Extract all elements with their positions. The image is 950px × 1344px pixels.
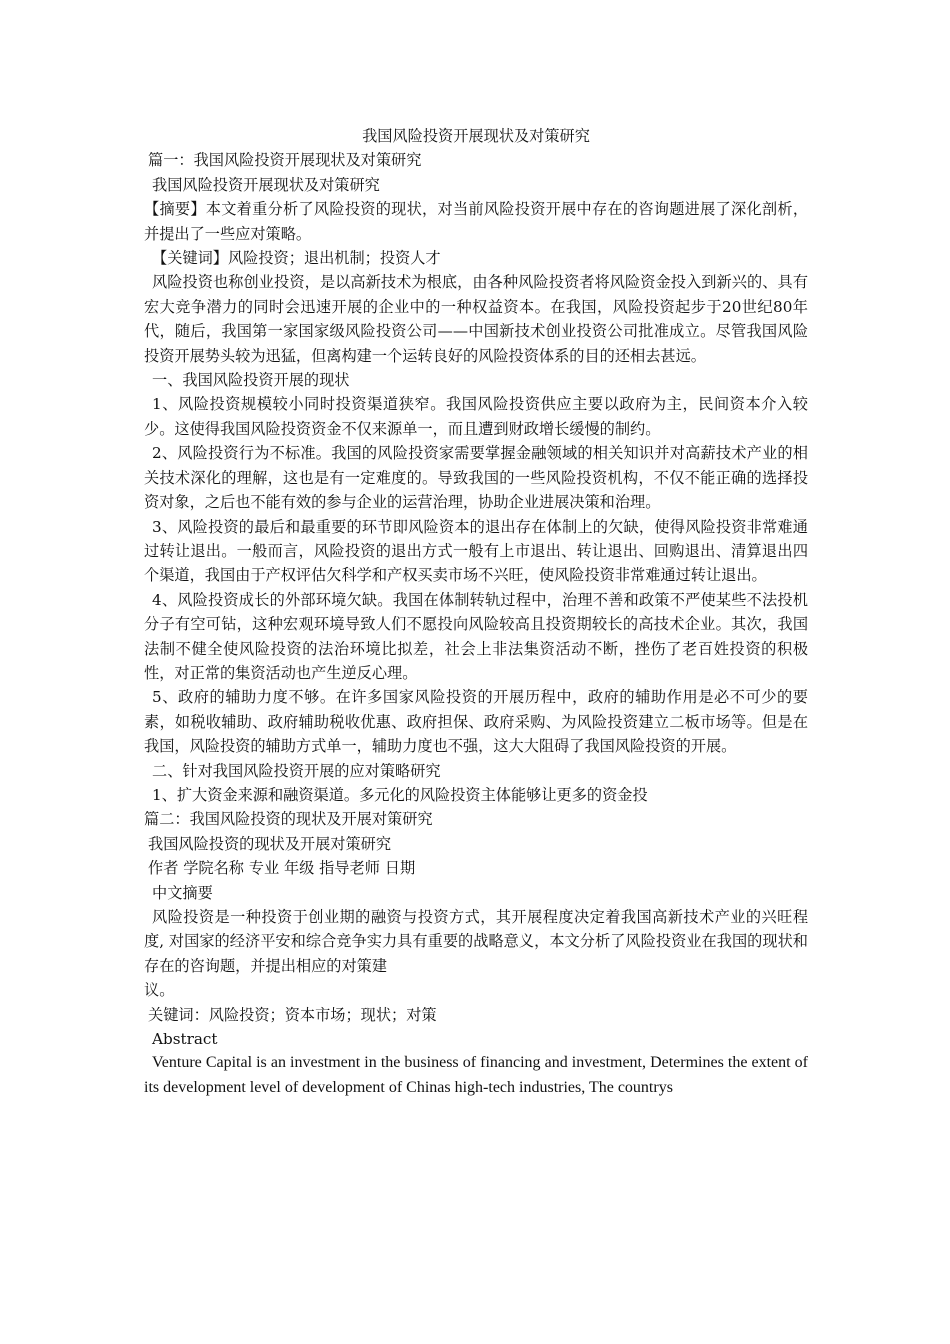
section-heading-part-two: 篇二：我国风险投资的现状及开展对策研究 [144, 810, 433, 829]
status-point-2: 2、风险投资行为不标准。我国的风险投资家需要掌握金融领域的相关知识并对高薪技术产业的相关技术深化的理解，这也是有一定难度的。导致我国的一些风险投资机构，不仅不能正确的选择投资对象，之后也不能有效的参与企业的运营治理，协助企业进展决策和治理。 [144, 444, 808, 512]
status-point-1: 1、风险投资规模较小同时投资渠道狭窄。我国风险投资供应主要以政府为主，民间资本介入较少。这使得我国风险投资资金不仅来源单一，而且遭到财政增长缓慢的制约。 [144, 395, 808, 438]
section-heading-part-one: 篇一：我国风险投资开展现状及对策研究 [148, 151, 422, 170]
abstract-heading-english: Abstract [152, 1030, 218, 1049]
chinese-keywords: 关键词：风险投资；资本市场；现状；对策 [148, 1005, 437, 1024]
strategy-point-1: 1、扩大资金来源和融资渠道。多元化的风险投资主体能够让更多的资金投 [152, 785, 648, 804]
chinese-abstract-paragraph: 风险投资是一种投资于创业期的融资与投资方式，其开展程度决定着我国高新技术产业的兴旺程度, 对国家的经济平安和综合竞争实力具有重要的战略意义，本文分析了风险投资业在我国的现状和存在的咨询题，并提出相应的对策建 [144, 908, 808, 975]
status-point-3: 3、风险投资的最后和最重要的环节即风险资本的退出存在体制上的欠缺，使得风险投资非常难通过转让退出。一般而言，风险投资的退出方式一般有上市退出、转让退出、回购退出、清算退出四个渠道，我国由于产权评估欠科学和产权买卖市场不兴旺，使风险投资非常难通过转让退出。 [144, 517, 808, 585]
chinese-abstract-ending: 议。 [144, 981, 175, 1000]
status-point-5: 5、政府的辅助力度不够。在许多国家风险投资的开展历程中，政府的辅助作用是必不可少的要素，如税收辅助、政府辅助税收优惠、政府担保、政府采购、为风险投资建立二板市场等。但是在我国，风险投资的辅助方式单一，辅助力度也不强，这大大阻碍了我国风险投资的开展。 [144, 688, 808, 756]
section-heading-status: 一、我国风险投资开展的现状 [152, 371, 350, 390]
abstract-paragraph: 【摘要】本文着重分析了风险投资的现状，对当前风险投资开展中存在的咨询题进展了深化剖析，并提出了一些应对策略。 [144, 200, 808, 243]
document-title: 我国风险投资开展现状及对策研究 [362, 127, 590, 145]
section-heading-strategy: 二、针对我国风险投资开展的应对策略研究 [152, 761, 441, 780]
intro-paragraph: 风险投资也称创业投资，是以高新技术为根底，由各种风险投资者将风险资金投入到新兴的、具有宏大竞争潜力的同时会迅速开展的企业中的一种权益资本。在我国，风险投资起步于20世纪80年代，随后，我国第一家国家级风险投资公司——中国新技术创业投资公司批准成立。尽管我国风险投资开展势头较为迅猛，但离构建一个运转良好的风险投资体系的目的还相去甚远。 [144, 273, 808, 365]
english-abstract-paragraph: Venture Capital is an investment in the business of financing and investment, Determines the extent of its development level of development of Chinas high-tech industries, The countrys [144, 1054, 808, 1096]
document-page [144, 124, 808, 1100]
keywords-paragraph: 【关键词】风险投资；退出机制；投资人才 [152, 249, 441, 268]
article-title-two: 我国风险投资的现状及开展对策研究 [148, 834, 391, 853]
author-line: 作者 学院名称 专业 年级 指导老师 日期 [148, 859, 416, 878]
article-title-one: 我国风险投资开展现状及对策研究 [152, 175, 380, 194]
status-point-4: 4、风险投资成长的外部环境欠缺。我国在体制转轨过程中，治理不善和政策不严使某些不法投机分子有空可钻，这种宏观环境导致人们不愿投向风险较高且投资期较长的高技术企业。其次，我国法制不健全使风险投资的法治环境比拟差，社会上非法集资活动不断，挫伤了老百姓投资的积极性，对正常的集资活动也产生逆反心理。 [144, 590, 808, 682]
chinese-abstract-heading: 中文摘要 [152, 883, 213, 902]
